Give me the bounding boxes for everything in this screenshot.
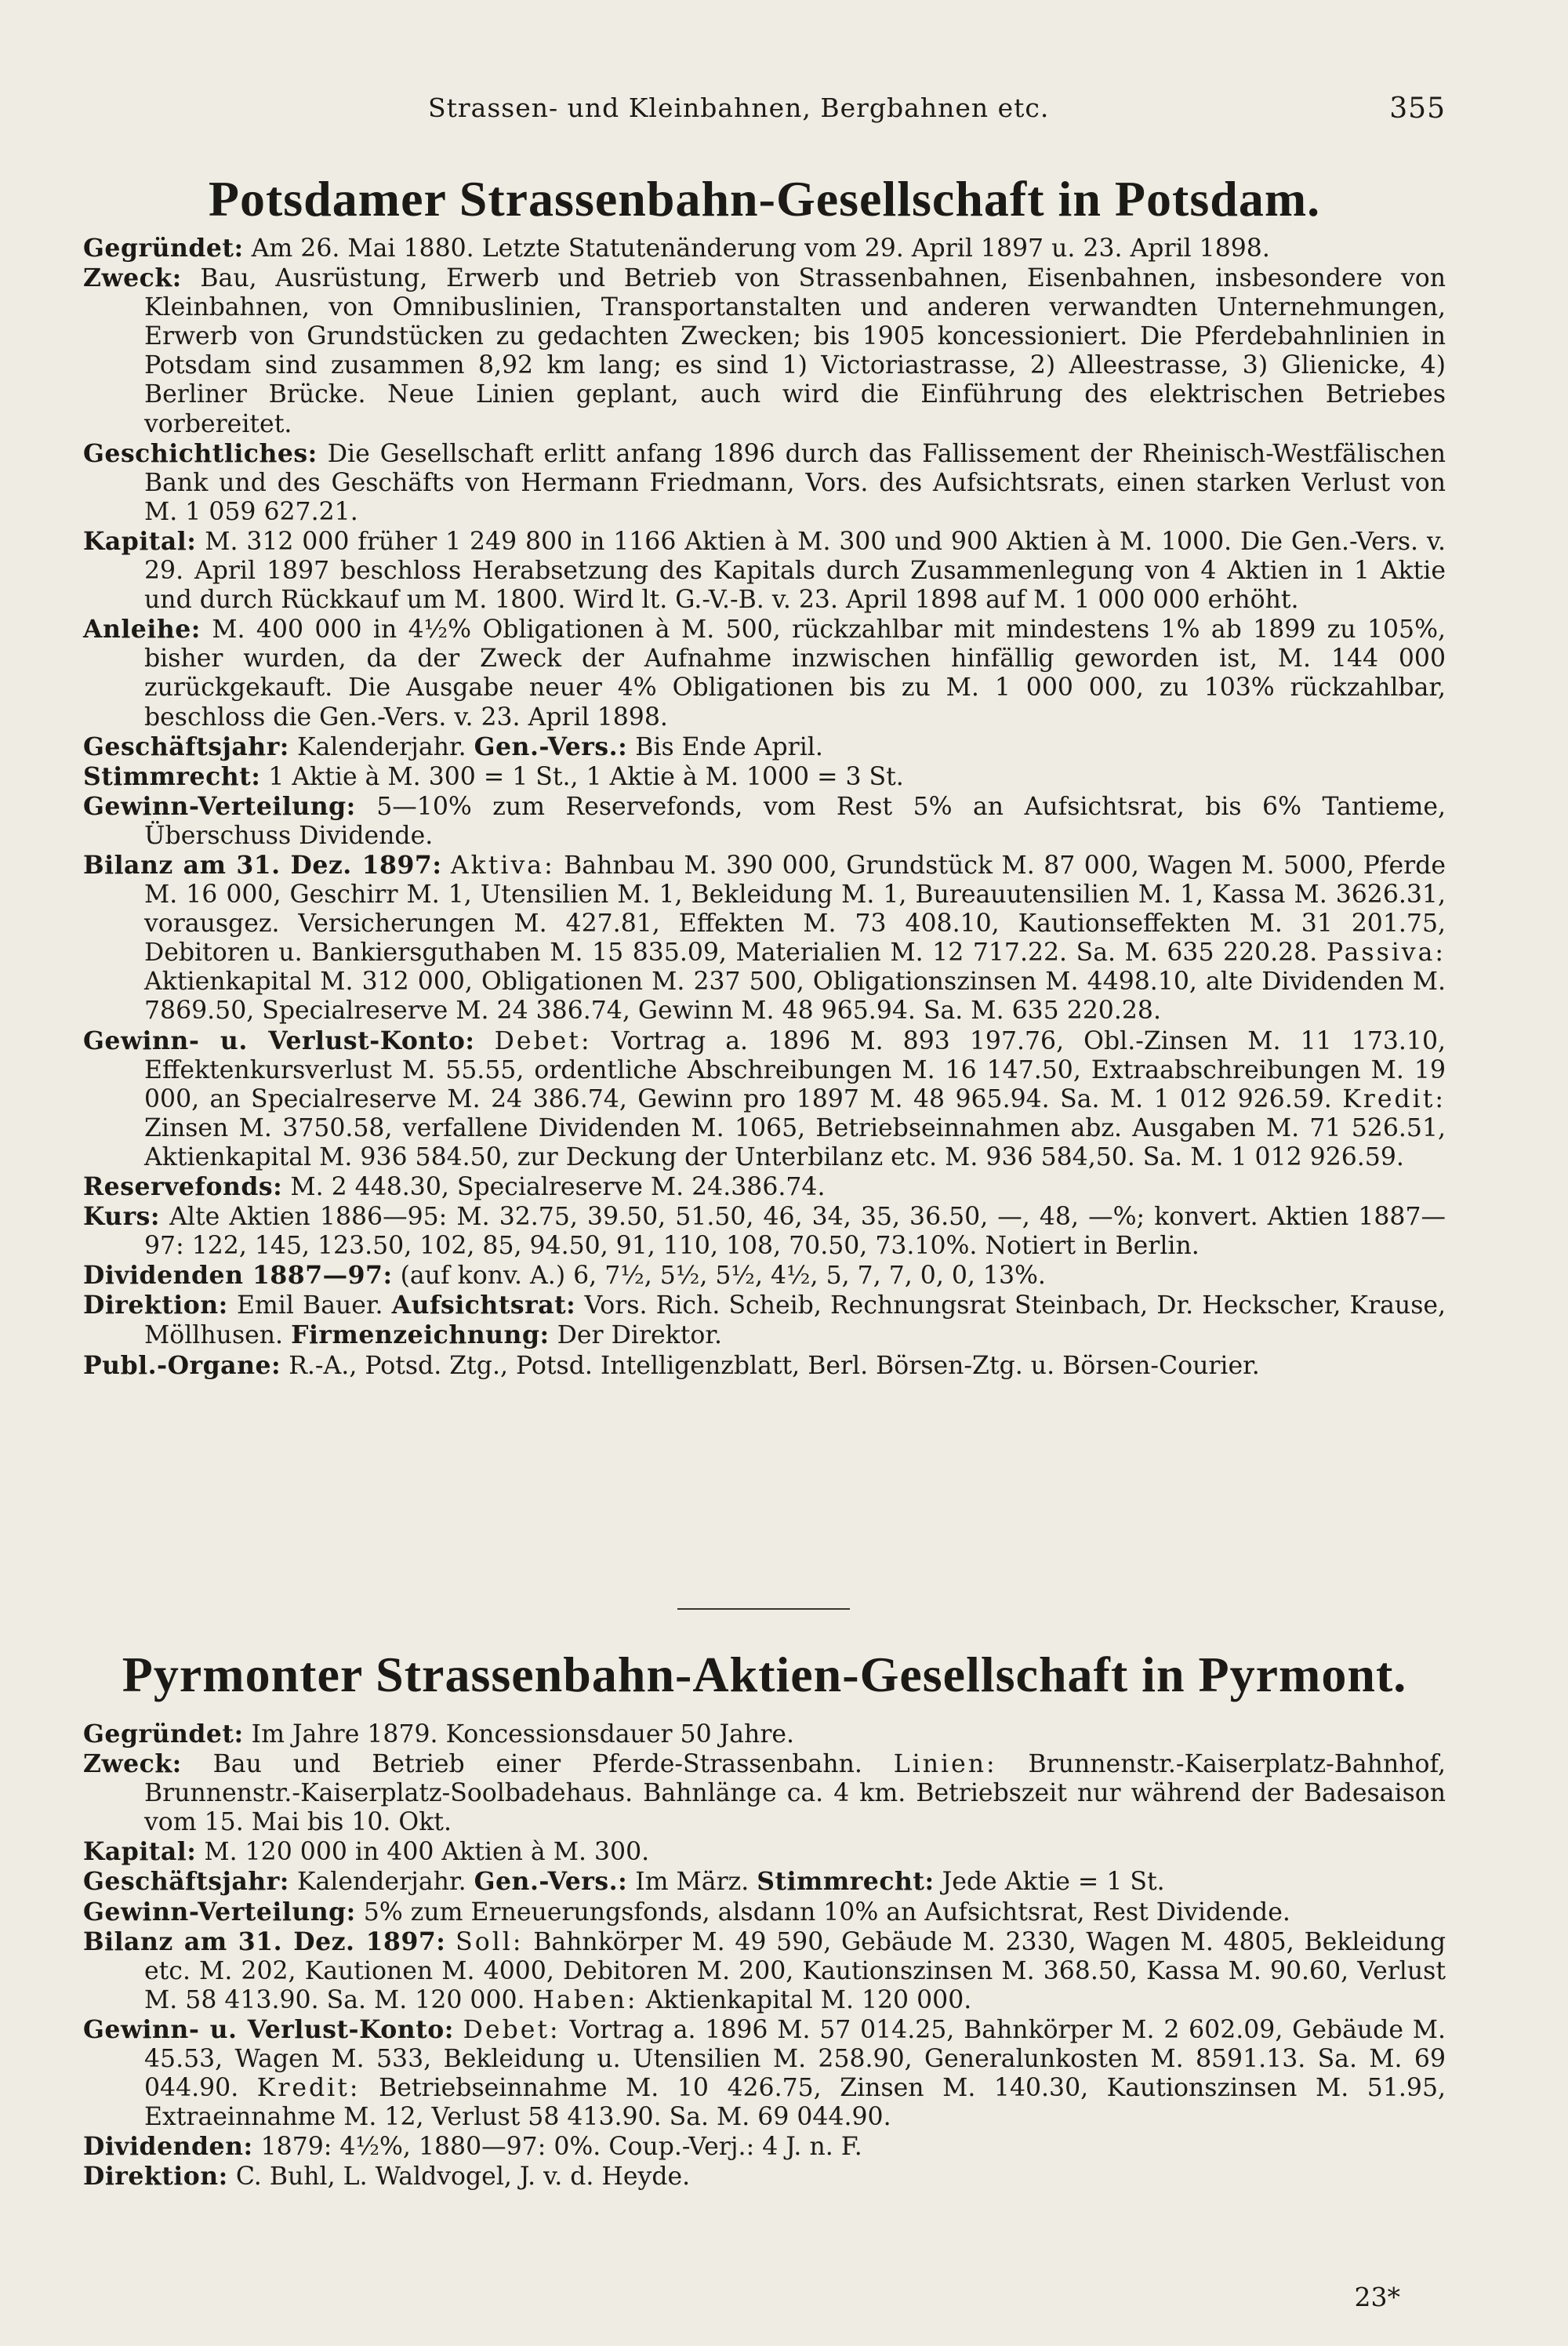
entry-gegruendet: Gegründet: Am 26. Mai 1880. Letzte Statutenänderung vom 29. April 1897 u. 23. April 1898. [83,234,1270,263]
entry-publ-organe: Publ.-Organe: R.-A., Potsd. Ztg., Potsd. Intelligenzblatt, Berl. Börsen-Ztg. u. Börsen-Courier. [83,1350,1260,1380]
entry-zweck: Zweck: Bau, Ausrüstung, Erwerb und Betrieb von Strassenbahnen, Eisenbahnen, insbesondere von Kleinbahnen, von Omnibuslinien, Transportanstalten und anderen verwandten Unternehmungen, Erwerb von Grundstücken zu gedachten Zwecken; bis 1905 koncessioniert. Die Pferdebahnlinien in Potsdam sind zusammen 8,92 km lang; es sind 1) Victoriastrasse, 2) Alleestrasse, 3) Glienicke, 4) Berliner Brücke. Neue Linien geplant, auch wird die Einführung des elektrischen Betriebes vorbereitet. [83,263,1446,438]
entry-gewinn-verlust: Gewinn- u. Verlust-Konto: Debet: Vortrag a. 1896 M. 57 014.25, Bahnkörper M. 2 602.09, Gebäude M. 45.53, Wagen M. 533, Bekleidung u. Utensilien M. 258.90, Generalunkosten M. 8591.13. Sa. M. 69 044.90. Kredit: Betriebseinnahme M. 10 426.75, Zinsen M. 140.30, Kautionszinsen M. 51.95, Extraeinnahme M. 12, Verlust 58 413.90. Sa. M. 69 044.90. [83,2014,1446,2132]
entry-dividenden: Dividenden: 1879: 4½%, 1880—97: 0%. Coup.-Verj.: 4 J. n. F. [83,2132,862,2162]
page-number: 355 [1389,93,1446,125]
entry-stimmrecht: Stimmrecht: 1 Aktie à M. 300 = 1 St., 1 Aktie à M. 1000 = 3 St. [83,761,904,791]
entry-kurs: Kurs: Alte Aktien 1886—95: M. 32.75, 39.50, 51.50, 46, 34, 35, 36.50, —, 48, —%; konvert. Aktien 1887—97: 122, 145, 123.50, 102, 85, 94.50, 91, 110, 108, 70.50, 73.10%. Notiert in Berlin. [83,1202,1446,1261]
entry-geschaeftsjahr: Geschäftsjahr: Kalenderjahr. Gen.-Vers.: Im März. Stimmrecht: Jede Aktie = 1 St. [83,1867,1165,1897]
running-header [83,93,1446,132]
running-title: Strassen- und Kleinbahnen, Bergbahnen etc. [428,93,1050,123]
entry-gegruendet: Gegründet: Im Jahre 1879. Koncessionsdauer 50 Jahre. [83,1720,795,1749]
company-title-potsdam: Potsdamer Strassenbahn-Gesellschaft in Potsdam. [208,171,1321,227]
entry-anleihe: Anleihe: M. 400 000 in 4½% Obligationen à M. 500, rückzahlbar mit mindestens 1% ab 1899 zu 105%, bisher wurden, da der Zweck der Aufnahme inzwischen hinfällig geworden ist, M. 144 000 zurückgekauft. Die Ausgabe neuer 4% Obligationen bis zu M. 1 000 000, zu 103% rückzahlbar, beschloss die Gen.-Vers. v. 23. April 1898. [83,615,1446,732]
page [83,0,1446,2346]
entry-kapital: Kapital: M. 120 000 in 400 Aktien à M. 300. [83,1837,650,1867]
entry-geschaeftsjahr: Geschäftsjahr: Kalenderjahr. Gen.-Vers.: Bis Ende April. [83,732,823,761]
entry-bilanz: Bilanz am 31. Dez. 1897: Aktiva: Bahnbau M. 390 000, Grundstück M. 87 000, Wagen M. 5000, Pferde M. 16 000, Geschirr M. 1, Utensilien M. 1, Bekleidung M. 1, Bureauutensilien M. 1, Kassa M. 3626.31, vorausgez. Versicherungen M. 427.81, Effekten M. 73 408.10, Kautionseffekten M. 31 201.75, Debitoren u. Bankiersguthaben M. 15 835.09, Materialien M. 12 717.22. Sa. M. 635 220.28. Passiva: Aktienkapital M. 312 000, Obligationen M. 237 500, Obligationszinsen M. 4498.10, alte Dividenden M. 7869.50, Specialreserve M. 24 386.74, Gewinn M. 48 965.94. Sa. M. 635 220.28. [83,850,1446,1026]
entry-reservefonds: Reservefonds: M. 2 448.30, Specialreserve M. 24.386.74. [83,1172,826,1201]
entry-bilanz: Bilanz am 31. Dez. 1897: Soll: Bahnkörper M. 49 590, Gebäude M. 2330, Wagen M. 4805, Bekleidung etc. M. 202, Kautionen M. 4000, Debitoren M. 200, Kautionszinsen M. 368.50, Kassa M. 90.60, Verlust M. 58 413.90. Sa. M. 120 000. Haben: Aktienkapital M. 120 000. [83,1927,1446,2014]
entry-geschichtliches: Geschichtliches: Die Gesellschaft erlitt anfang 1896 durch das Fallissement der Rheinisch-Westfälischen Bank und des Geschäfts von Hermann Friedmann, Vors. des Aufsichtsrats, einen starken Verlust von M. 1 059 627.21. [83,438,1446,526]
entry-gewinn-verlust: Gewinn- u. Verlust-Konto: Debet: Vortrag a. 1896 M. 893 197.76, Obl.-Zinsen M. 11 173.10, Effektenkursverlust M. 55.55, ordentliche Abschreibungen M. 16 147.50, Extraabschreibungen M. 19 000, an Specialreserve M. 24 386.74, Gewinn pro 1897 M. 48 965.94. Sa. M. 1 012 926.59. Kredit: Zinsen M. 3750.58, verfallene Dividenden M. 1065, Betriebseinnahmen abz. Ausgaben M. 71 526.51, Aktienkapital M. 936 584.50, zur Deckung der Unterbilanz etc. M. 936 584,50. Sa. M. 1 012 926.59. [83,1026,1446,1171]
entry-zweck: Zweck: Bau und Betrieb einer Pferde-Strassenbahn. Linien: Brunnenstr.-Kaiserplatz-Bahnhof, Brunnenstr.-Kaiserplatz-Soolbadehaus. Bahnlänge ca. 4 km. Betriebszeit nur während der Badesaison vom 15. Mai bis 10. Okt. [83,1749,1446,1837]
entry-kapital: Kapital: M. 312 000 früher 1 249 800 in 1166 Aktien à M. 300 und 900 Aktien à M. 1000. Die Gen.-Vers. v. 29. April 1897 beschloss Herabsetzung des Kapitals durch Zusammenlegung von 4 Aktien in 1 Aktie und durch Rückkauf um M. 1800. Wird lt. G.-V.-B. v. 23. April 1898 auf M. 1 000 000 erhöht. [83,526,1446,615]
entry-gewinn-verteilung: Gewinn-Verteilung: 5—10% zum Reservefonds, vom Rest 5% an Aufsichtsrat, bis 6% Tantieme, Überschuss Dividende. [83,791,1446,850]
entry-gewinn-verteilung: Gewinn-Verteilung: 5% zum Erneuerungsfonds, alsdann 10% an Aufsichtsrat, Rest Dividende. [83,1897,1290,1927]
company-entry-pyrmont [83,1720,1446,2192]
company-title-pyrmont: Pyrmonter Strassenbahn-Aktien-Gesellschaft in Pyrmont. [122,1647,1407,1702]
section-divider [677,1608,850,1610]
entry-direktion: Direktion: Emil Bauer. Aufsichtsrat: Vors. Rich. Scheib, Rechnungsrat Steinbach, Dr. Heckscher, Krause, Möllhusen. Firmenzeichnung: Der Direktor. [83,1291,1446,1350]
entry-dividenden: Dividenden 1887—97: (auf konv. A.) 6, 7½, 5½, 5½, 4½, 5, 7, 7, 0, 0, 13%. [83,1261,1046,1291]
sheet-signature: 23* [1354,2282,1400,2312]
company-entry-potsdam [83,234,1446,1381]
entry-direktion: Direktion: C. Buhl, L. Waldvogel, J. v. d. Heyde. [83,2162,691,2192]
